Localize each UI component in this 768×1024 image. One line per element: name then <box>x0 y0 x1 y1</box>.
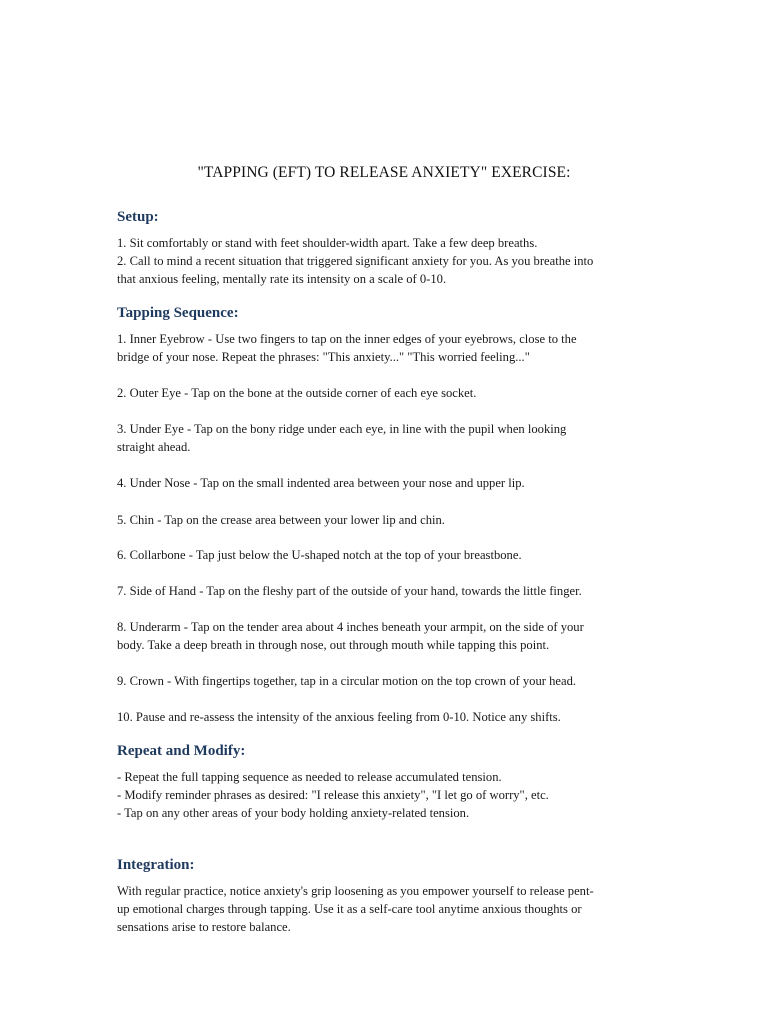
tapping-step-line: straight ahead. <box>117 440 191 454</box>
tapping-sequence-heading: Tapping Sequence: <box>117 305 239 321</box>
tapping-step-line: bridge of your nose. Repeat the phrases: "This anxiety..." "This worried feeling..." <box>117 350 530 364</box>
document-title: "TAPPING (EFT) TO RELEASE ANXIETY" EXERCISE: <box>197 164 571 181</box>
tapping-step-line: 4. Under Nose - Tap on the small indented area between your nose and upper lip. <box>117 476 525 490</box>
integration-line: sensations arise to restore balance. <box>117 920 291 934</box>
tapping-step-line: 7. Side of Hand - Tap on the fleshy part of the outside of your hand, towards the little finger. <box>117 584 582 598</box>
tapping-step-line: 2. Outer Eye - Tap on the bone at the outside corner of each eye socket. <box>117 386 477 400</box>
setup-line: 1. Sit comfortably or stand with feet shoulder-width apart. Take a few deep breaths. <box>117 236 538 250</box>
setup-line: that anxious feeling, mentally rate its intensity on a scale of 0-10. <box>117 272 447 286</box>
tapping-step-line: 6. Collarbone - Tap just below the U-shaped notch at the top of your breastbone. <box>117 548 522 562</box>
tapping-step-line: 1. Inner Eyebrow - Use two fingers to tap on the inner edges of your eyebrows, close to the <box>117 332 577 346</box>
setup-heading: Setup: <box>117 209 159 225</box>
repeat-modify-line: - Repeat the full tapping sequence as needed to release accumulated tension. <box>117 770 502 784</box>
repeat-modify-heading: Repeat and Modify: <box>117 743 246 759</box>
tapping-step-line: 8. Underarm - Tap on the tender area about 4 inches beneath your armpit, on the side of your <box>117 620 584 634</box>
tapping-step-line: body. Take a deep breath in through nose, out through mouth while tapping this point. <box>117 638 550 652</box>
repeat-modify-line: - Modify reminder phrases as desired: "I release this anxiety", "I let go of worry", etc. <box>117 788 549 802</box>
integration-line: With regular practice, notice anxiety's grip loosening as you empower yourself to release pent- <box>117 884 594 898</box>
repeat-modify-line: - Tap on any other areas of your body holding anxiety-related tension. <box>117 806 470 820</box>
tapping-step-line: 3. Under Eye - Tap on the bony ridge under each eye, in line with the pupil when looking <box>117 422 567 436</box>
integration-heading: Integration: <box>117 857 195 873</box>
tapping-step-line: 10. Pause and re-assess the intensity of the anxious feeling from 0-10. Notice any shifts. <box>117 710 561 724</box>
integration-line: up emotional charges through tapping. Use it as a self-care tool anytime anxious thoughts or <box>117 902 582 916</box>
tapping-step-line: 9. Crown - With fingertips together, tap in a circular motion on the top crown of your head. <box>117 674 577 688</box>
tapping-step-line: 5. Chin - Tap on the crease area between your lower lip and chin. <box>117 513 445 527</box>
setup-line: 2. Call to mind a recent situation that triggered significant anxiety for you. As you breathe into <box>117 254 594 268</box>
